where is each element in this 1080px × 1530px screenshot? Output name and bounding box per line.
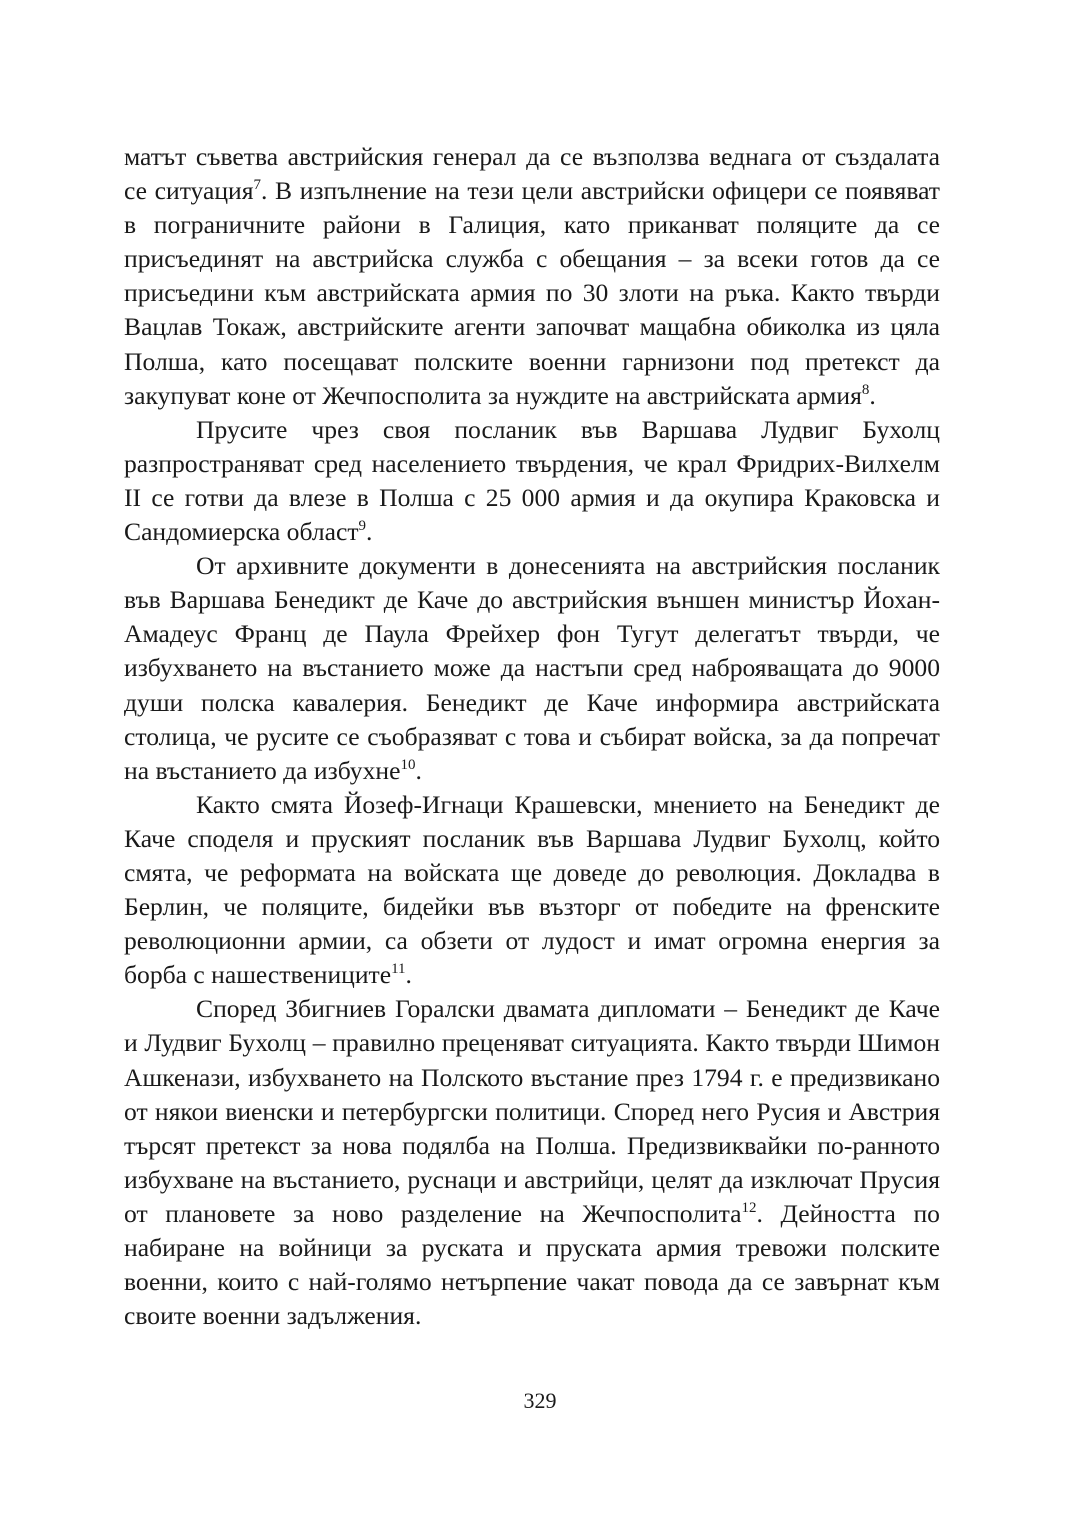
footnote-ref-11: 11 <box>391 961 406 978</box>
paragraph-5 <box>124 992 940 1333</box>
paragraph-4-text-1: Както смята Йозеф-Игнаци Крашевски, мнението на Бенедикт де Каче споделя и пруският посланик във Варшава Лудвиг Бухолц, който смята, че реформата на войската ще доведе до революция. Докладва в Берлин, че поляците, бидейки във възторг от победите на френските революционни армии, са обзети от лудост и имат огромна енергия за борба с нашествениците <box>124 789 940 990</box>
paragraph-3-text-1: От архивните документи в донесенията на австрийския посланик във Варшава Бенедикт де Каче до австрийския външен министър Йохан-Амадеус Франц де Паула Фрейхер фон Тугут делегатът твърди, че избухването на въстанието може да настъпи сред наброяващата до 9000 души полска кавалерия. Бенедикт де Каче информира австрийската столица, че русите се съобразяват с това и събират войска, за да попречат на въстанието да избухне <box>124 551 940 785</box>
page-number: 329 <box>523 1388 557 1413</box>
page-body <box>124 140 940 1333</box>
footnote-ref-8: 8 <box>861 381 870 398</box>
paragraph-1 <box>124 140 940 413</box>
paragraph-4 <box>124 788 940 993</box>
footnote-ref-10: 10 <box>400 756 416 773</box>
paragraph-2 <box>124 413 940 549</box>
footnote-ref-7: 7 <box>253 177 262 194</box>
paragraph-5-text-1: Според Збигниев Горалски двамата дипломати – Бенедикт де Каче и Лудвиг Бухолц – правилно преценяват ситуацията. Както твърди Шимон Ашкенази, избухването на Полското въстание през 1794 г. е предизвикано от някои виенски и петербургски политици. Според него Русия и Австрия търсят претекст за нова подялба на Полша. Предизвиквайки по-ранното избухване на въстанието, руснаци и австрийци, целят да изключат Прусия от плановете за ново разделение на Жечпосполита <box>124 994 940 1228</box>
paragraph-2-text-1: Прусите чрез своя посланик във Варшава Лудвиг Бухолц разпространяват сред населението твърдения, че крал Фридрих-Вилхелм II се готви да влезе в Полша с 25 000 армия и да окупира Краковска и Сандомиерска област <box>124 414 940 547</box>
footnote-ref-12: 12 <box>741 1199 757 1216</box>
paragraph-1-text-2: . В изпълнение на тези цели австрийски офицери се появяват в пограничните райони в Галиция, като приканват поляците да се присъединят на австрийска служба с обещания – за всеки готов да се присъедини към австрийската армия по 30 злоти на ръка. Както твърди Вацлав Токаж, австрийските агенти започват мащабна обиколка из цяла Полша, като посещават полските военни гарнизони под претекст да закупуват коне от Жечпосполита за нуждите на австрийската армия <box>124 176 940 410</box>
paragraph-1-text-1: матът съветва австрийския генерал да се възползва веднага от създалата се ситуация <box>124 142 940 206</box>
paragraph-2-text-2: . <box>366 517 373 547</box>
footnote-ref-9: 9 <box>358 518 367 535</box>
paragraph-4-text-2: . <box>405 960 412 990</box>
paragraph-5-text-2: . Дейността по набиране на войници за руската и пруската армия тревожи полските военни, които с най-голямо нетърпение чакат повода да се завърнат към своите военни задължения. <box>124 1198 940 1331</box>
paragraph-1-text-3: . <box>869 380 876 410</box>
paragraph-3 <box>124 549 940 788</box>
paragraph-3-text-2: . <box>415 755 422 785</box>
